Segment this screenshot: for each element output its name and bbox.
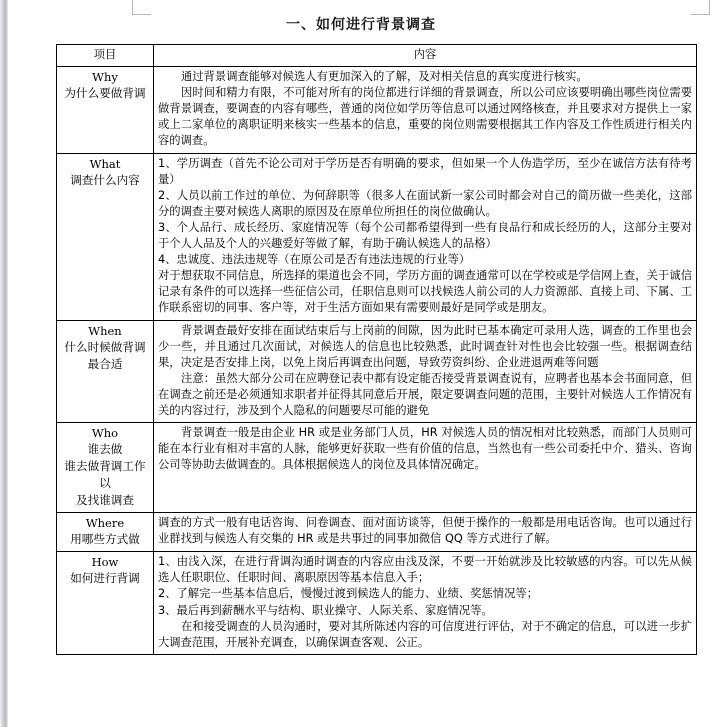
row-item-what [57,153,154,320]
row-content-how [154,552,697,655]
row-item-label-en: When [88,323,122,338]
row-item-label-cn: 用哪些方式做 [70,532,140,547]
table-body [57,67,697,655]
content-paragraph: 1、由浅入深，在进行背调沟通时调查的内容应由浅及深，不要一开始就涉及比较敏感的内容。可以先从候选人任职职位、任职时间、离职原因等基本信息入手； [158,555,692,585]
document-page [8,0,714,727]
content-paragraph: 因时间和精力有限，不可能对所有的岗位都进行详细的背景调查，所以公司应该要明确出哪些岗位需要做背景调查，要调查的内容有哪些，普通的岗位如学历等信息可以通过网络核查，并且要求对方提供上一家或上二家单位的离职证明来核实一些基本的信息，重要的岗位则需要根据其工作内容及工作性质进行相关内容的调查。 [158,86,692,148]
row-content-what [154,153,697,320]
content-paragraph: 4、忠诚度、违法违规等（在原公司是否有违法违规的行业等） [158,253,471,267]
content-paragraph: 背景调查一般是由企业 HR 或是业务部门人员，HR 对候选人员的情况相对比较熟悉，而部门人员则可能在本行业有相对丰富的人脉，能够更好获取一些有价值的信息，当然也有一些公司委托中介、猎头、咨询公司等协助去做调查的。具体根据候选人的岗位及具体情况确定。 [158,426,692,472]
row-content-when [154,320,697,423]
content-paragraph: 背景调查最好安排在面试结束后与上岗前的间隙，因为此时已基本确定可录用人选，调查的工作里也会少一些，并且通过几次面试，对候选人的信息也比较熟悉，此时调查针对性也会比较强一些。根据调查结果，决定是否安排上岗，以免上岗后再调查出问题，导致劳资纠纷、企业进退两难等问题 [158,323,692,369]
content-paragraph: 在和接受调查的人员沟通时，要对其所陈述内容的可信度进行评估，对于不确定的信息，可以进一步扩大调查范围，开展补充调查，以确保调查客观、公正。 [158,619,692,649]
column-header-content: 内容 [154,45,697,67]
row-item-label-en: Who [91,426,119,441]
content-paragraph: 调查的方式一般有电话咨询、问卷调查、面对面访谈等，但便于操作的一般都是用电话咨询。也可以通过行业群找到与候选人有交集的 HR 或是共事过的同事加微信 QQ 等方式进行了解。 [158,516,692,546]
row-item-label-cn: 谁去做背调工作以 [64,459,146,491]
crop-mark-top-right [691,0,710,15]
table-header-row [57,45,697,67]
page-title: 一、如何进行背景调查 [286,17,436,33]
row-item-label-cn: 如何进行背调 [70,571,140,586]
table-row [57,320,697,423]
row-item-label-cn: 谁去做 [87,442,123,457]
row-content-why [154,67,697,153]
content-paragraph: 通过背景调查能够对候选人有更加深入的了解，及对相关信息的真实度进行核实。 [181,70,588,84]
table-row [57,67,697,153]
page-left-gutter [0,0,8,727]
content-paragraph: 2、人员以前工作过的单位、为何辞职等（很多人在面试新一家公司时都会对自己的简历做一些美化，这部分的调查主要对候选人离职的原因及在原单位所担任的岗位做确认。 [158,188,692,218]
content-paragraph: 2、了解完一些基本信息后，慢慢过渡到候选人的能力、业绩、奖惩情况等； [158,587,538,601]
content-paragraph: 3、最后再到薪酬水平与结构、职业操守、人际关系、家庭情况等。 [158,603,493,617]
row-item-label-cn: 调查什么内容 [70,172,140,187]
row-item-why [57,67,154,153]
row-item-label-cn: 及找谁调查 [76,493,134,508]
row-item-how [57,552,154,655]
row-content-who [154,423,697,513]
background-check-table [56,44,697,655]
content-paragraph: 对于想获取不同信息，所选择的渠道也会不同，学历方面的调查通常可以在学校或是学信网上查，关于诚信记录有条件的可以选择一些征信公司，任职信息则可以找候选人前公司的人力资源部、直接上司、下属、工作联系密切的同事、客户等，对于生活方面如果有需要则最好是同学或是朋友。 [158,269,692,315]
row-content-where [154,513,697,552]
table-row [57,552,697,655]
content-paragraph: 注意：虽然大部分公司在应聘登记表中都有设定能否接受背景调查说有，应聘者也基本会书面同意，但在调查之前还是必须通知求职者并征得其同意后开展，限定要调查问题的范围，主要针对候选人工作情况有关的内容过行，涉及到个人隐私的问题要尽可能的避免 [158,371,692,417]
row-item-where [57,513,154,552]
row-item-label-en: How [91,555,119,570]
content-paragraph: 3、个人品行、成长经历、家庭情况等（每个公司都希望得到一些有良品行和成长经历的人，这部分主要对于个人人品及个人的兴趣爱好等做了解，有助于确认候选人的品格） [158,220,692,251]
row-item-label-en: What [89,156,121,171]
crop-mark-top-left [132,0,151,15]
row-item-when [57,320,154,423]
row-item-label-cn: 什么时候做背调最合适 [64,339,146,371]
row-item-label-en: Where [85,516,125,531]
table-row [57,153,697,320]
table-row [57,513,697,552]
row-item-label-cn: 为什么要做背调 [64,86,146,101]
row-item-who [57,423,154,513]
row-item-label-en: Why [92,70,118,85]
table-row [57,423,697,513]
content-paragraph: 1、学历调查（首先不论公司对于学历是否有明确的要求，但如果一个人伪造学历，至少在诚信方法有待考量） [158,156,692,186]
column-header-item: 项目 [57,45,154,67]
